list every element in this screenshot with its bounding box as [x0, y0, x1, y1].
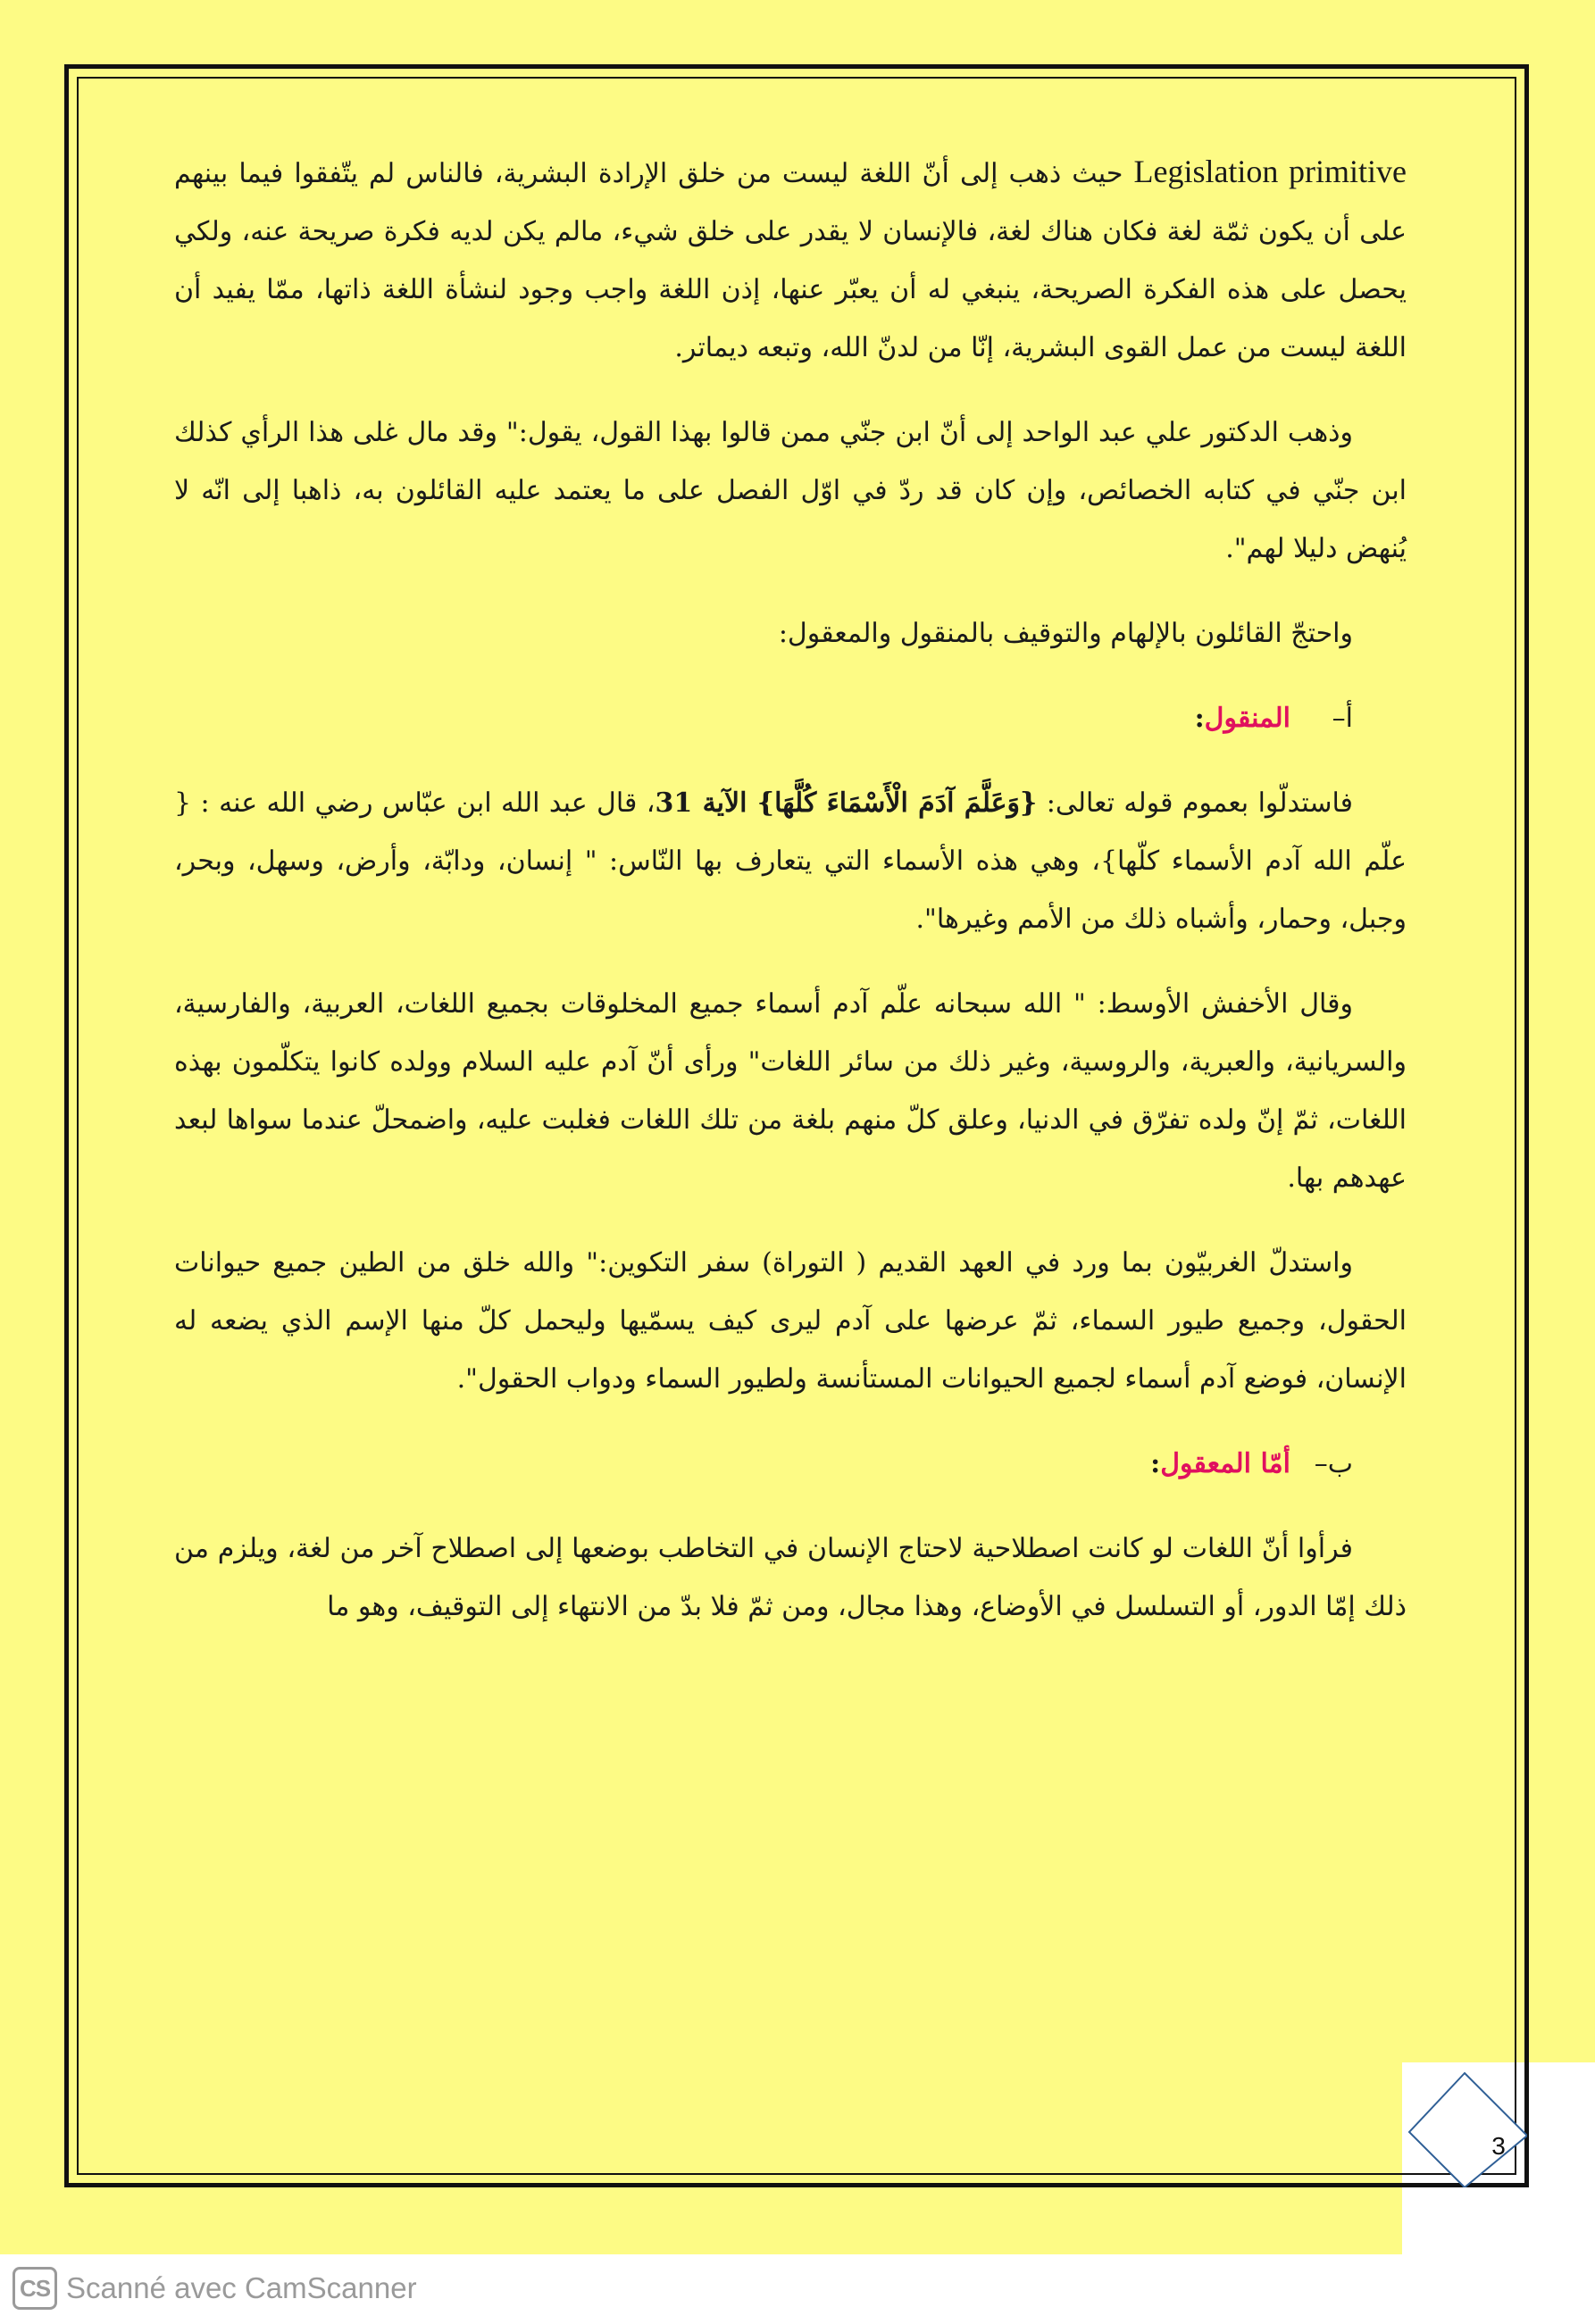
paragraph-4-text: ، قال عبد الله ابن عبّاس رضي الله عنه : { علّم الله آدم الأسماء كلّها}، وهي هذه الأسماء التي يتعارف بها النّاس: " إنسان، ودابّة، وأرض، وسهل، وبحر، وجبل، وحمار، وأشباه ذلك من الأمم وغيرها". — [174, 787, 1407, 935]
latin-term: Legislation primitive — [1133, 154, 1407, 189]
paragraph-5: وقال الأخفش الأوسط: " الله سبحانه علّم آدم أسماء جميع المخلوقات بجميع اللغات، العربية، والفارسية، والسريانية، والعبرية، والروسية، وغير ذلك من سائر اللغات" ورأى أنّ آدم عليه السلام وولده كانوا يتكلّمون بهذه اللغات، ثمّ إنّ ولده تفرّق في الدنيا، وعلق كلّ منهم بلغة من تلك اللغات فغلبت عليه، واضمحلّ عندما سواها لبعد عهدهم بها. — [174, 988, 1407, 1194]
section-heading-a — [174, 689, 1407, 747]
heading-a-title: المنقول — [1204, 703, 1290, 734]
paragraph-4-intro: فاستدلّوا بعموم قوله تعالى: — [1037, 787, 1353, 819]
paragraph-6: واستدلّ الغربيّون بما ورد في العهد القديم ( التوراة) سفر التكوين:" والله خلق من الطين جميع حيوانات الحقول، وجميع طيور السماء، ثمّ عرضها على آدم ليرى كيف يسمّيها وليحمل كلّ منها الإسم الذي يضعه له الإنسان، فوضع آدم أسماء لجميع الحيوانات المستأنسة ولطيور السماء ودواب الحقول". — [174, 1247, 1407, 1395]
section-heading-b — [174, 1435, 1407, 1493]
scanner-watermark-text: Scanné avec CamScanner — [66, 2271, 417, 2304]
heading-b-marker: ب– — [1314, 1448, 1353, 1479]
quran-verse: {وَعَلَّمَ آدَمَ الْأَسْمَاءَ كُلَّهَا} الآية 31 — [655, 787, 1038, 819]
page-number: 3 — [1491, 2132, 1506, 2160]
paragraph-1 — [174, 143, 1407, 377]
paragraph-4 — [174, 774, 1407, 948]
page-number-badge — [1402, 2062, 1527, 2187]
camscanner-logo-icon: CS — [13, 2267, 57, 2310]
paragraph-2: وذهب الدكتور علي عبد الواحد إلى أنّ ابن جنّي ممن قالوا بهذا القول، يقول:" وقد مال غلى هذا الرأي كذلك ابن جنّي في كتابه الخصائص، وإن كان قد ردّ في اوّل الفصل على ما يعتمد عليه القائلون به، ذاهبا إلى انّه لا يُنهض دليلا لهم". — [174, 417, 1407, 564]
document-body — [174, 143, 1407, 1662]
heading-a-colon: : — [1194, 703, 1205, 734]
diamond-frame-icon — [1402, 2062, 1527, 2187]
paragraph-3: واحتجّ القائلون بالإلهام والتوقيف بالمنقول والمعقول: — [778, 618, 1353, 649]
heading-b-colon: : — [1150, 1448, 1161, 1479]
heading-b-title: أمّا المعقول — [1160, 1448, 1290, 1479]
paragraph-1-text: حيث ذهب إلى أنّ اللغة ليست من خلق الإرادة البشرية، فالناس لم يتّفقوا فيما بينهم على أن يكون ثمّة لغة فكان هناك لغة، فالإنسان لا يقدر على خلق شيء، مالم يكن لديه فكرة صريحة عنه، ولكي يحصل على هذه الفكرة الصريحة، ينبغي له أن يعبّر عنها، إذن اللغة واجب وجود لنشأة اللغة ذاتها، ممّا يفيد أن اللغة ليست من عمل القوى البشرية، إنّا من لدنّ الله، وتبعه ديماتر. — [174, 158, 1407, 363]
heading-a-marker: أ– — [1332, 703, 1353, 734]
scanner-watermark — [13, 2266, 417, 2311]
paragraph-7: فرأوا أنّ اللغات لو كانت اصطلاحية لاحتاج الإنسان في التخاطب بوضعها إلى اصطلاح آخر من لغة، ويلزم من ذلك إمّا الدور، أو التسلسل في الأوضاع، وهذا مجال، ومن ثمّ فلا بدّ من الانتهاء إلى التوقيف، وهو ما — [174, 1533, 1407, 1622]
